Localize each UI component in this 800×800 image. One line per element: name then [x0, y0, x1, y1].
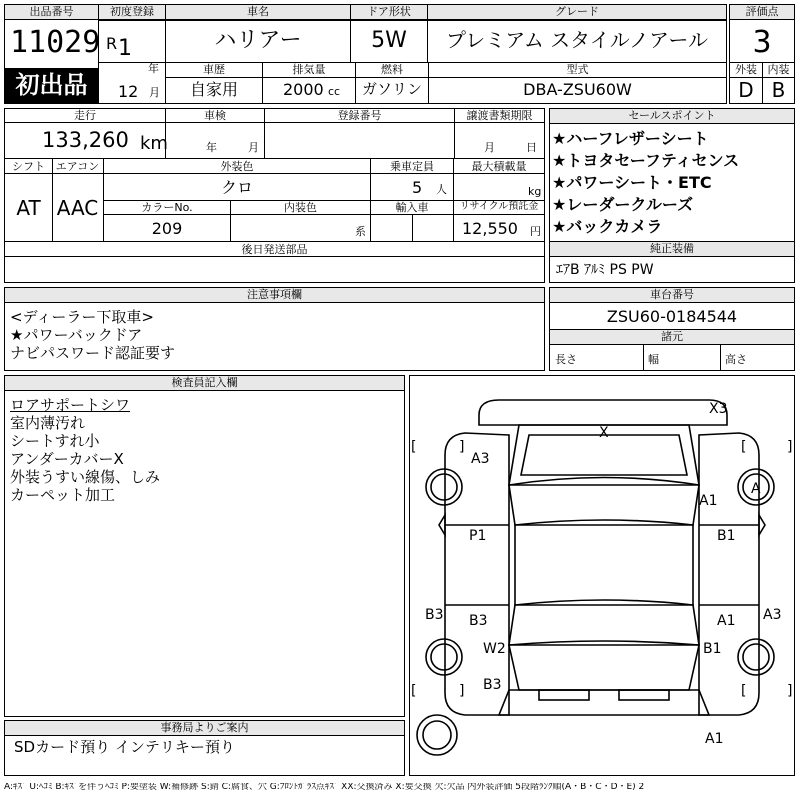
mileage: 133,260 — [42, 128, 129, 152]
svg-text:[: [ — [741, 683, 747, 699]
damage-mark: A3 — [471, 451, 490, 467]
color: クロ — [220, 178, 253, 197]
chassis-number: ZSU60-0184544 — [606, 307, 738, 326]
interior-unit: 系 — [355, 225, 366, 238]
length-label: 長さ — [555, 353, 577, 366]
chassis-label: 車台番号 — [550, 288, 794, 303]
inspection-year-unit: 年 — [206, 141, 217, 154]
recycle: 12,550 — [462, 219, 518, 238]
inspector-line: カーペット加工 — [10, 486, 116, 504]
aircon-label: エアコン — [55, 160, 100, 173]
plate-label: 登録番号 — [337, 109, 382, 122]
height-label: 高さ — [725, 353, 747, 366]
inspector-line: 室内薄汚れ — [10, 414, 86, 432]
sales-point-item: ★ハーフレザーシート — [552, 129, 709, 148]
office-text: SDカード預り インテリキー預り — [14, 738, 235, 756]
sales-points-list — [552, 130, 739, 240]
first-listing-badge: 初出品 — [5, 68, 98, 103]
first-reg-month: 12 — [118, 82, 139, 101]
interior-label: 内装 — [767, 63, 790, 76]
note-line: ナビパスワード認証要す — [10, 344, 176, 362]
dims-label: 諸元 — [550, 330, 794, 345]
color-no: 209 — [151, 219, 183, 238]
svg-text:[: [ — [741, 439, 747, 455]
capacity: 5 — [412, 178, 423, 197]
load-label: 最大積載量 — [471, 160, 527, 173]
sales-point-item: ★トヨタセーフティセンス — [552, 151, 740, 170]
equipment: ｴｱB ｱﾙﾐ PS PW — [556, 262, 654, 278]
equipment-label: 純正装備 — [550, 242, 794, 257]
lot-no-label: 出品番号 — [5, 5, 98, 20]
cc-unit: cc — [328, 85, 341, 98]
transfer-label: 譲渡書類期限 — [466, 109, 533, 122]
damage-mark: X — [599, 425, 609, 441]
inspection-label: 車検 — [204, 109, 226, 122]
svg-text:]: ] — [459, 439, 465, 455]
notes-list — [10, 308, 175, 362]
inspector-list — [10, 396, 160, 504]
first-reg-year: 1 — [118, 36, 132, 61]
legend-footer: A:ｷｽﾞ U:ﾍｺﾐ B:ｷｽﾞを伴うﾍｺﾐ P:要塗装 W:補修跡 S:錆 C:腐食、穴 G:ﾌﾛﾝﾄｶﾞﾗｽ点ｷｽﾞ XX:交換済み X:要交換 欠:欠品 内外装評価 5段階ﾗﾝｸ順(A・B・C・D・E) 2 — [4, 783, 645, 792]
transfer-month-unit: 月 — [484, 141, 495, 154]
shift-label: シフト — [12, 160, 45, 173]
damage-mark: A1 — [717, 613, 736, 629]
recycle-label: リサイクル預託金 — [459, 201, 539, 212]
lot-number: 11029 — [10, 25, 101, 60]
km-unit: km — [140, 133, 168, 154]
first-reg-label: 初度登録 — [99, 5, 165, 20]
damage-mark: X3 — [709, 401, 728, 417]
interior-color-label: 内装色 — [284, 201, 317, 214]
car-name: ハリアー — [214, 28, 302, 53]
color-label: 外装色 — [220, 160, 254, 173]
displacement-label: 排気量 — [292, 63, 326, 76]
svg-text:]: ] — [787, 439, 793, 455]
door-type: 5W — [371, 28, 407, 53]
aircon: AAC — [56, 196, 99, 220]
inspector-line: アンダーカバーX — [10, 450, 124, 468]
score: 3 — [752, 25, 772, 60]
history: 自家用 — [189, 80, 238, 99]
width-label: 幅 — [648, 353, 659, 366]
color-no-label: カラーNo. — [141, 201, 193, 214]
damage-mark: A1 — [699, 493, 718, 509]
svg-text:]: ] — [459, 683, 465, 699]
damage-mark: B3 — [469, 613, 488, 629]
later-parts-label: 後日発送部品 — [241, 243, 308, 256]
month-unit: 月 — [149, 86, 160, 99]
sales-point-item: ★パワーシート・ETC — [552, 173, 712, 192]
note-line: ★パワーバックドア — [10, 326, 143, 344]
damage-mark: B3 — [483, 677, 502, 693]
fuel: ガソリン — [361, 80, 422, 98]
yen-unit: 円 — [530, 225, 541, 238]
model-label: 型式 — [566, 63, 589, 76]
damage-mark: B3 — [425, 607, 444, 623]
damage-mark: B1 — [717, 528, 736, 544]
history-label: 車歴 — [203, 63, 225, 76]
inspector-line: 外装うすい線傷、しみ — [10, 468, 161, 486]
svg-text:[: [ — [411, 439, 417, 455]
notes-label: 注意事項欄 — [5, 288, 544, 303]
damage-mark: A1 — [705, 731, 724, 747]
capacity-label: 乗車定員 — [390, 160, 434, 173]
note-line: <ディーラー下取車> — [10, 308, 154, 326]
sales-point-item: ★レーダークルーズ — [552, 195, 694, 214]
shift: AT — [16, 196, 41, 220]
car-name-label: 車名 — [166, 5, 350, 20]
capacity-unit: 人 — [436, 183, 447, 196]
damage-mark: P1 — [469, 528, 487, 544]
year-unit: 年 — [148, 62, 159, 75]
exterior-label: 外装 — [735, 63, 757, 76]
model: DBA-ZSU60W — [523, 80, 632, 99]
damage-mark: B1 — [703, 641, 722, 657]
inspector-line: ロアサポートシワ — [10, 396, 131, 414]
era: R — [106, 34, 118, 53]
inspector-line: シートすれ小 — [10, 432, 100, 450]
inspector-label: 検査員記入欄 — [5, 376, 404, 391]
transfer-day-unit: 日 — [526, 141, 537, 154]
office-label: 事務局よりご案内 — [5, 721, 404, 736]
grade-label: グレード — [428, 5, 726, 20]
mileage-label: 走行 — [74, 109, 96, 122]
damage-mark: A3 — [763, 607, 782, 623]
damage-mark: W2 — [483, 641, 506, 657]
sales-points-label: セールスポイント — [550, 109, 794, 124]
inspection-month-unit: 月 — [248, 141, 259, 154]
displacement: 2000 — [283, 80, 324, 99]
interior-grade: B — [771, 78, 786, 102]
car-diagram — [409, 375, 795, 776]
grade: プレミアム スタイルノアール — [446, 28, 708, 52]
svg-text:[: [ — [411, 683, 417, 699]
import-label: 輸入車 — [395, 201, 429, 214]
fuel-label: 燃料 — [381, 63, 403, 76]
svg-text:]: ] — [787, 683, 793, 699]
damage-mark: A — [751, 481, 761, 497]
exterior-grade: D — [738, 78, 754, 102]
sales-point-item: ★バックカメラ — [552, 217, 663, 236]
kg-unit: kg — [528, 185, 542, 198]
score-label: 評価点 — [730, 5, 794, 20]
door-label: ドア形状 — [351, 5, 427, 20]
